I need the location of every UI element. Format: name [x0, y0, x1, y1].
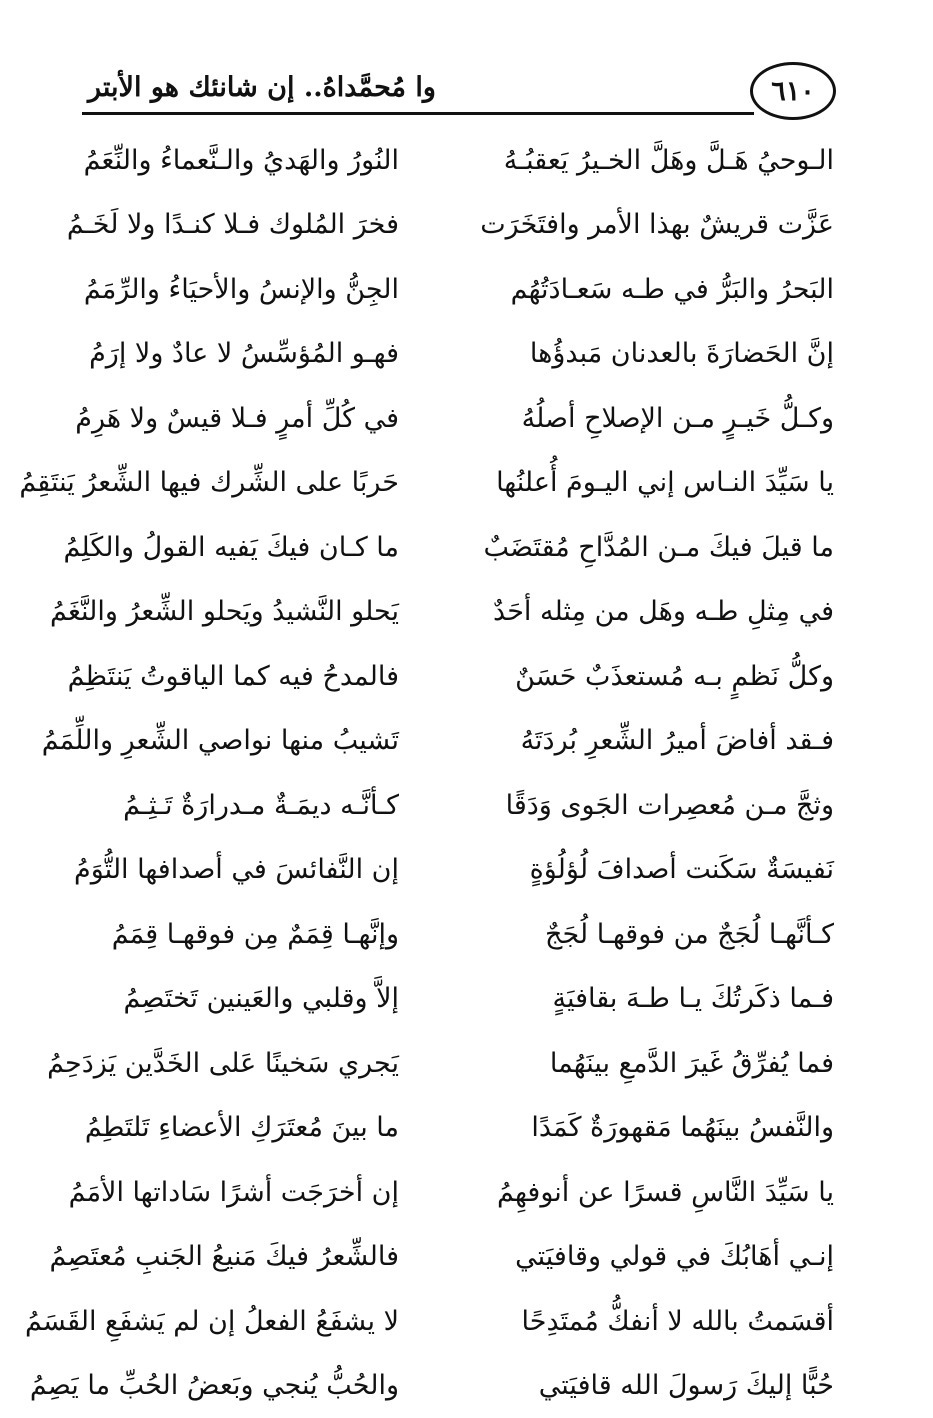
verse-first-hemistich: نَفيسَةٌ سَكَنت أصدافَ لُؤلُؤةٍ	[455, 852, 850, 887]
verse-line	[60, 1096, 850, 1161]
page-header	[82, 58, 842, 118]
verse-line	[60, 1289, 850, 1354]
verse-line	[60, 1354, 850, 1418]
verse-first-hemistich: فما يُفرِّقُ غَيرَ الدَّمعِ بينَهُما	[455, 1046, 850, 1081]
verse-line	[60, 773, 850, 838]
running-title: وا مُحمَّداهُ.. إن شانئك هو الأبتر	[88, 72, 436, 103]
verse-second-hemistich: والحُبُّ يُنجي وبَعضُ الحُبِّ ما يَصِمُ	[60, 1368, 455, 1403]
verse-line	[60, 386, 850, 451]
verse-line	[60, 515, 850, 580]
verse-first-hemistich: حُبًّا إليكَ رَسولَ الله قافيَتي	[455, 1368, 850, 1403]
verse-second-hemistich: النُورُ والهَديُ والـنَّعماءُ والنِّعَمُ	[60, 143, 455, 178]
verse-line	[60, 580, 850, 645]
verse-first-hemistich: يا سَيِّدَ النَّاسِ قسرًا عن أنوفهِمُ	[455, 1175, 850, 1210]
verse-second-hemistich: يَجري سَخينًا عَلى الخَدَّين يَزدَحِمُ	[60, 1046, 455, 1081]
verse-first-hemistich: يا سَيِّدَ النـاس إني اليـومَ أُعلنُها	[455, 465, 850, 500]
verse-second-hemistich: الجِنُّ والإنسُ والأحيَاءُ والرِّمَمُ	[60, 272, 455, 307]
verse-line	[60, 257, 850, 322]
verse-first-hemistich: في مِثلِ طـه وهَل من مِثله أحَدٌ	[455, 594, 850, 629]
verse-first-hemistich: البَحرُ والبَرُّ في طـه سَعـادَتُهُم	[455, 272, 850, 307]
verse-first-hemistich: الـوحيُ هَـلَّ وهَلَّ الخـيرُ يَعقبُـهُ	[455, 143, 850, 178]
page-number: ٦١٠	[750, 62, 836, 120]
verse-line	[60, 193, 850, 258]
verse-line	[60, 128, 850, 193]
verse-second-hemistich: فخرَ المُلوك فـلا كنـدًا ولا لَخَـمُ	[60, 207, 455, 242]
verse-first-hemistich: إنَّ الحَضارَةَ بالعدنان مَبدؤُها	[455, 336, 850, 371]
verse-line	[60, 644, 850, 709]
verse-second-hemistich: فهـو المُؤسِّسُ لا عادٌ ولا إرَمُ	[60, 336, 455, 371]
verse-second-hemistich: في كُلِّ أمرٍ فـلا قيسٌ ولا هَرِمُ	[60, 401, 455, 436]
verse-second-hemistich: فالمدحُ فيه كما الياقوتُ يَنتَظِمُ	[60, 659, 455, 694]
verse-first-hemistich: فـما ذكَرتُكَ يـا طـهَ بقافيَةٍ	[455, 981, 850, 1016]
verse-line	[60, 451, 850, 516]
verse-line	[60, 1160, 850, 1225]
verse-second-hemistich: تَشيبُ منها نواصي الشِّعرِ واللِّمَمُ	[60, 723, 455, 758]
verse-second-hemistich: ما بينَ مُعتَرَكِ الأعضاءِ تَلتَطِمُ	[60, 1110, 455, 1145]
verse-second-hemistich: إن أخرَجَت أشرًا سَاداتها الأمَمُ	[60, 1175, 455, 1210]
verse-first-hemistich: فـقد أفاضَ أميرُ الشِّعرِ بُردَتَهُ	[455, 723, 850, 758]
verse-first-hemistich: وثجَّ مـن مُعصِرات الجَوى وَدَقًا	[455, 788, 850, 823]
poem	[60, 128, 850, 1418]
header-divider	[82, 112, 754, 115]
verse-line	[60, 1225, 850, 1290]
verse-line	[60, 902, 850, 967]
verse-second-hemistich: إن النَّفائسَ في أصدافها التُّوَمُ	[60, 852, 455, 887]
verse-line	[60, 838, 850, 903]
verse-first-hemistich: والنَّفسُ بينَهُما مَقهورَةٌ كَمَدًا	[455, 1110, 850, 1145]
verse-first-hemistich: عَزَّت قريشٌ بهذا الأمر وافتَخَرَت	[455, 207, 850, 242]
verse-first-hemistich: كـأنَّهـا لُجَجٌ من فوقهـا لُجَجٌ	[455, 917, 850, 952]
verse-second-hemistich: حَربًا على الشِّرك فيها الشِّعرُ يَنتَقِمُ	[60, 465, 455, 500]
verse-second-hemistich: لا يشفَعُ الفعلُ إن لم يَشفَعِ القَسَمُ	[60, 1304, 455, 1339]
verse-first-hemistich: أقسَمتُ بالله لا أنفكُّ مُمتَدِحًا	[455, 1304, 850, 1339]
verse-line	[60, 709, 850, 774]
verse-first-hemistich: إنـي أهَابُكَ في قولي وقافيَتي	[455, 1239, 850, 1274]
verse-second-hemistich: يَحلو النَّشيدُ ويَحلو الشِّعرُ والنَّغَمُ	[60, 594, 455, 629]
verse-second-hemistich: وإنَّهـا قِمَمٌ مِن فوقهـا قِمَمُ	[60, 917, 455, 952]
verse-line	[60, 1031, 850, 1096]
verse-second-hemistich: كـأنَّـه ديمَـةٌ مـدرارَةٌ تَـثِـمُ	[60, 788, 455, 823]
verse-first-hemistich: ما قيلَ فيكَ مـن المُدَّاحِ مُقتَضَبٌ	[455, 530, 850, 565]
verse-first-hemistich: وكلُّ نَظمٍ بـه مُستعذَبٌ حَسَنٌ	[455, 659, 850, 694]
verse-first-hemistich: وكـلُّ خَيـرٍ مـن الإصلاحِ أصلُهُ	[455, 401, 850, 436]
verse-second-hemistich: ما كـان فيكَ يَفيه القولُ والكَلِمُ	[60, 530, 455, 565]
verse-second-hemistich: إلاَّ وقلبي والعَينين تَختَصِمُ	[60, 981, 455, 1016]
verse-line	[60, 322, 850, 387]
verse-second-hemistich: فالشِّعرُ فيكَ مَنيعُ الجَنبِ مُعتَصِمُ	[60, 1239, 455, 1274]
verse-line	[60, 967, 850, 1032]
